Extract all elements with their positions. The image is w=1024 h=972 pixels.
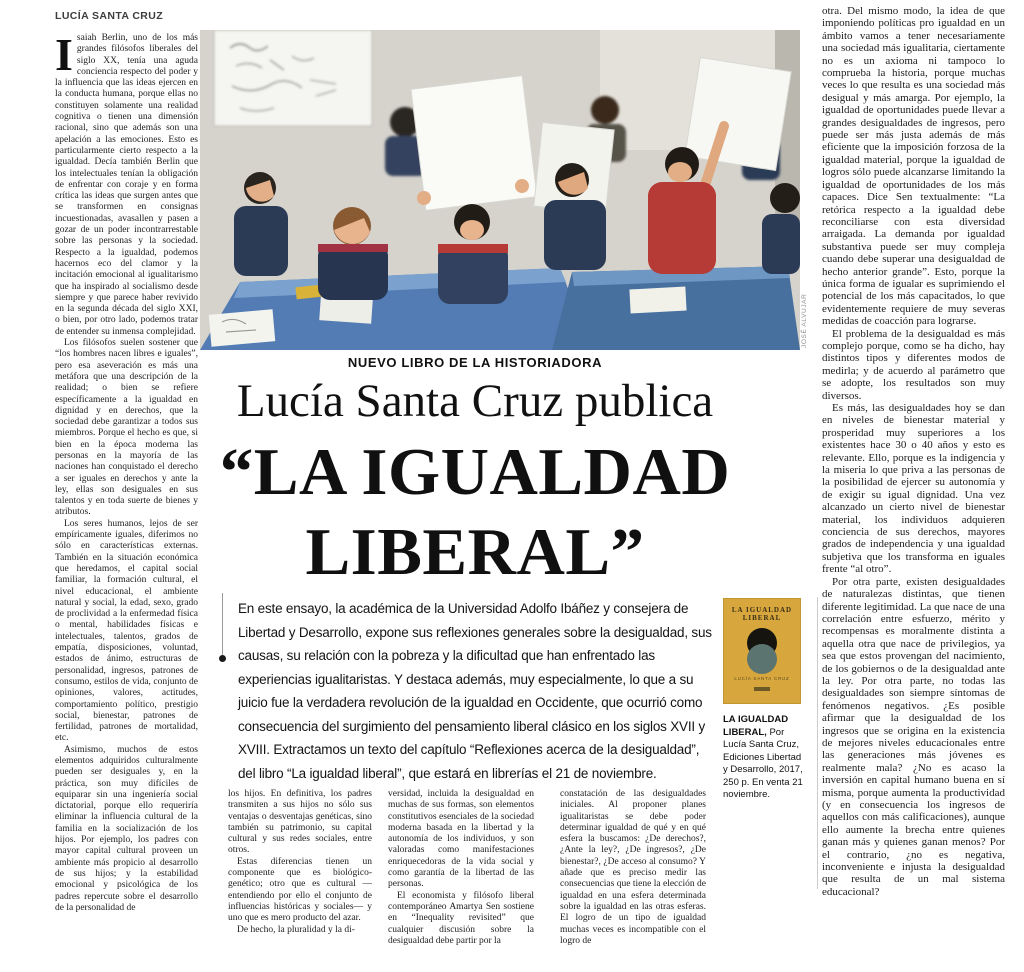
kicker: NUEVO LIBRO DE LA HISTORIADORA bbox=[347, 355, 603, 370]
deck-rule bbox=[222, 593, 223, 655]
body-paragraph: De hecho, la pluralidad y la di- bbox=[237, 924, 355, 935]
book-cover-title: LA IGUALDAD LIBERAL bbox=[731, 606, 793, 622]
photo-credit: JOSÉ ALVUJAR bbox=[801, 293, 808, 348]
body-paragraph: El economista y filósofo liberal contemporáneo Amartya Sen sostiene en “Inequality revisited” que cualquier discusión sobre la desigualdad debe partir por la bbox=[388, 890, 534, 946]
section-eyebrow: LUCÍA SANTA CRUZ bbox=[55, 10, 164, 22]
child-boy-profile bbox=[534, 122, 614, 270]
book-caption bbox=[723, 714, 807, 802]
column-rule bbox=[817, 597, 818, 889]
headline-line2: “LA IGUALDAD bbox=[219, 435, 731, 509]
white-card bbox=[685, 57, 792, 170]
body-paragraph: Asimismo, muchos de estos elementos adquiridos culturalmente pueden ser desiguales y, en la práctica, son muy difíciles de equiparar sin una ingeniería social dictatorial, porque ello requeriría eliminar la influencia cultural de la familia en la socialización de los hijos. Por ejemplo, los padres con mayor capital cultural proveen un ambiente más propicio al desarrollo de sus hijos; y la estabilidad emocional y psicológica de los padres repercute sobre el desarrollo de la personalidad de bbox=[55, 744, 198, 913]
book-cover-circle-teal bbox=[747, 644, 777, 674]
article-bottom-column-3 bbox=[560, 789, 706, 969]
book-cover-publisher-logo bbox=[754, 687, 770, 691]
book-cover-art bbox=[723, 622, 801, 676]
body-paragraph: Estas diferencias tienen un componente que es biológico-genético; otro que es cultural —entendiendo por ello el conjunto de influencias históricas y sociales— y uno que es mero producto del azar. bbox=[228, 856, 372, 924]
body-paragraph: Es más, las desigualdades hoy se dan en niveles de bienestar material y prosperidad muy superiores a los existentes hace 30 o 40 años y esto es relevante. Ello, porque es la indigencia y la miseria lo que priva a las personas de la posibilidad de ejercer su autonomía y de exigir su igual dignidad. Una vez alcanzado un cierto nivel de bienestar material, los individuos adquieren conciencia de sus derechos, mayores grados de independencia y una igualdad subjetiva que los transforma en iguales frente “al otro”. bbox=[822, 402, 1005, 576]
body-paragraph: Los seres humanos, lejos de ser empíricamente iguales, diferimos no sólo en características externas. También en la situación económica que heredamos, el capital social familiar, la formación cultural, el nivel educacional, el ambiente natural y social, la edad, sexo, grado de proclividad a la enfermedad física o mental, habilidades físicas e intelectuales, talentos, grados de empatía, disposiciones, voluntad, estados de ánimo, estructuras de personalidad, ingresos, patrones de consumo, estilos de vida, conjunto de opiniones, valores, actitudes, comportamiento político, prestigio social, bienestar, patrones de fertilidad, patrones de mortalidad, etc. bbox=[55, 518, 198, 744]
article-left-column bbox=[55, 33, 198, 965]
article-bottom-column-2 bbox=[388, 789, 534, 969]
body-paragraph: Los filósofos suelen sostener que “los hombres nacen libres e iguales”, pero esa aseveración es más una metáfora que una descripción de la realidad; o bien se refiere específicamente a la igualdad en dignidad y en derechos, que la sociedad debe garantizar a todos sus miembros. Porque el hecho es que, si bien en la época moderna las personas en la mayoría de las naciones han conquistado el derecho a ser iguales en derechos y ante la ley, ellas son desiguales en sus talentos y en toda suerte de bienes y atributos. bbox=[55, 338, 198, 518]
headline-line1: Lucía Santa Cruz publica bbox=[236, 375, 714, 427]
classroom-illustration bbox=[200, 30, 800, 350]
deck-paragraph: En este ensayo, la académica de la Universidad Adolfo Ibáñez y consejera de Libertad y Desarrollo, expone sus reflexiones generales sobre la desigualdad, sus causas, su relación con la pobreza y la dificultad que han enfrentado las experiencias igualitaristas. Y destaca además, muy especialmente, lo que a su juicio fue la verdadera revolución de la igualdad en Occidente, que ocurrió como consecuencia del surgimiento del pensamiento liberal clásico en los siglos XVII y XVIII. Extractamos un texto del capítulo “Reflexiones acerca de la desigualdad”, del libro “La igualdad liberal”, que estará en librerías el 21 de noviembre. bbox=[238, 601, 712, 781]
article-photo bbox=[200, 30, 800, 350]
book-caption-title: LA IGUALDAD LIBERAL, bbox=[723, 714, 789, 738]
body-paragraph: otra. Del mismo modo, la idea de que imponiendo políticas pro igualdad en un ámbito vamos a tener necesariamente una sociedad más igualitaria, ciertamente no es un axioma ni tampoco lo comprueba la historia, porque muchas veces lo que resulta es una sociedad más desigual y más amarga. Por ejemplo, la igualdad de oportunidades puede llevar a grandes desigualdades de ingresos, pero puede ser más justa además de más eficiente que la imposición forzosa de la igualdad material, porque la igualdad de logros sólo puede alcanzarse limitando la igualdad de oportunidades de los más capaces. Dice Sen textualmente: “La retórica respecto a la igualdad debe reconciliarse con esta diversidad arraigada. La demanda por igualdad substantiva puede ser muy compleja cuando debe superar una desigualdad de hecho anterior grande”. Esto, porque la única forma de igualar es suprimiendo el potencial de los más capacitados, lo que evidentemente requiere de muy severas medidas de coacción para lograrse. bbox=[822, 5, 1005, 328]
headline-line3: LIBERAL” bbox=[305, 515, 645, 589]
body-paragraph: constatación de las desigualdades iniciales. Al proponer planes igualitaristas se debe poder determinar igualdad de qué y en qué esfera la buscamos: ¿De derechos?, ¿Ante la ley?, ¿De ingresos?, ¿De bienestar?, ¿De acceso al consumo? Y añade que es preciso medir las consecuencias que tiene la elección de igualdad en una esfera determinada sobre la igualdad en las otras esferas. El logro de un tipo de igualdad muchas veces es incompatible con el logro de bbox=[560, 789, 706, 946]
drop-cap: I bbox=[55, 33, 73, 80]
article-bottom-column-1 bbox=[228, 789, 372, 969]
article-right-column bbox=[822, 5, 1005, 967]
body-paragraph: Isaiah Berlin, uno de los más grandes filósofos liberales del siglo XX, tenía una aguda conciencia respecto del poder y la influencia que las ideas ejercen en la conducta humana, porque ellas no constituyen solamente una realidad cognitiva o tienen una dimensión racional, sino que además son una apelación a las emociones. Esto es particularmente cierto respecto a la igualdad. Decía también Berlin que los intelectuales tenían la obligación de enfrentar con coraje y en forma crítica las ideas que surgen antes que se transformen en consignas incuestionadas, avasallen y pasen a gozar de un poder incontrarrestable sobre las personas y la sociedad. Respecto a la igualdad, podemos hacernos eco del clamor y la incitación emocional al igualitarismo que ha inspirado al socialismo desde siempre y que parece haber revivido en la segunda década del siglo XXI, o bien, por otro lado, podemos tratar de entender su inmensa complejidad. bbox=[55, 33, 198, 337]
body-paragraph: El problema de la desigualdad es más complejo porque, como se ha dicho, hay distintos tipos y diferentes modos de medirla; y de acuerdo al parámetro que se adopte, los resultados son muy diversos. bbox=[822, 327, 1005, 402]
body-paragraph: versidad, incluida la desigualdad en muchas de sus formas, son elementos constitutivos esenciales de la sociedad moderna basada en la libertad y la autonomía de los individuos, y son valoradas como manifestaciones enriquecedoras de la vida social y como garantía de la libertad de las personas. bbox=[388, 789, 534, 890]
book-caption-text: Por Lucía Santa Cruz, Ediciones Libertad y Desarrollo, 2017, 250 p. En venta 21 noviembre. bbox=[723, 726, 803, 800]
body-paragraph: los hijos. En definitiva, los padres transmiten a sus hijos no sólo sus ventajas o desventajas genéticas, sino también su patrimonio, su capital cultural y sus redes sociales, entre otros. bbox=[228, 789, 372, 856]
body-paragraph: Por otra parte, existen desigualdades de naturalezas distintas, que tienen diferente legitimidad. La que nace de una correlación entre esfuerzo, mérito y recompensas es moralmente distinta a aquella otra que nace de privilegios, ya sea que estos provengan del nacimiento, de los gobiernos o de la desigualdad ante la ley. Por otra parte, no todas las desigualdades son siempre síntomas de fenómenos negativos. ¿Es posible afirmar que la desigualdad de los ingresos que se origina en la existencia de mejores niveles educacionales entre las generaciones más jóvenes es realmente mala? ¿No es acaso la inversión en capital humano buena en sí misma, porque aumenta la productividad (y en consecuencia los ingresos de aquellos con más calificaciones), aunque ello aumente la brecha entre quienes ganan más y quienes ganan menos? Por el contrario, ¿no es negativa, inconveniente e injusta la desigualdad que resulta de un mal sistema educacional? bbox=[822, 575, 1005, 898]
book-cover-author: LUCÍA SANTA CRUZ bbox=[734, 676, 790, 681]
deck-rule-dot bbox=[219, 655, 226, 662]
book-cover bbox=[723, 598, 801, 704]
whiteboard bbox=[214, 30, 372, 126]
